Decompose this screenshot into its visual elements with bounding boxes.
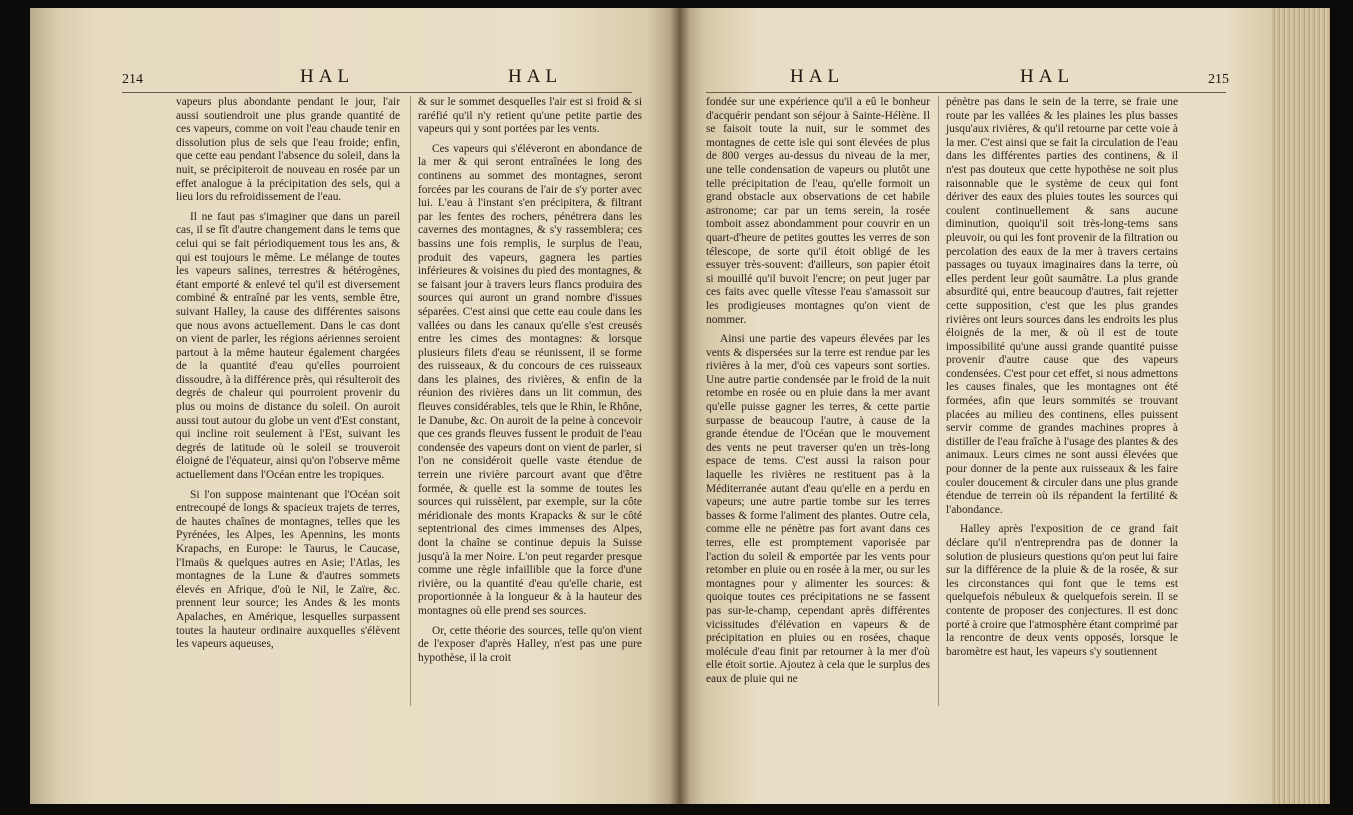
column-divider	[410, 96, 411, 706]
paragraph: Or, cette théorie des sources, telle qu'on vient de l'exposer d'après Halley, n'est pas une pure hypothèse, il la croit	[418, 624, 642, 664]
open-book	[30, 8, 1330, 804]
text-column-1	[176, 96, 400, 658]
book-gutter	[670, 8, 690, 804]
paragraph: Ces vapeurs qui s'éléveront en abondance de la mer & qui seront entraînées le long des continens au sommet des montagnes, seront forcées par les courans de l'air de s'y porter avec lui. L'eau à l'instant s'en précipitera, & filtrant par les fentes des rochers, pénétrera dans les cavernes des montagnes, & s'y rassemblera; ces bassins une fois remplis, le surplus de l'eau, produit des vapeurs, gagnera les parties inférieures & voisines du pied des montagnes, & se faisant jour à travers leurs flancs produira des sources qui auront un grand nombre d'issues séparées. C'est ainsi que cette eau coule dans les vallées ou dans les canaux qu'elle s'est creusés entre les cimes des montagnes: & lorsque plusieurs filets d'eau se réunissent, il se forme des ruisseaux, & du concours de ces ruisseaux dans les plaines, des rivières, & enfin de la réunion des rivières dans un lit commun, des fleuves considérables, tels que le Rhin, le Rhône, le Danube, &c. On auroit de la peine à concevoir que ces grands fleuves fussent le produit de l'eau condensée des vapeurs dont on vient de parler, si l'on ne considéroit quelle vaste étendue de terrein une rivière parcourt avant que d'être formée, & quelle est la somme de toutes les sources qui ruissèlent, par exemple, sur la côte méridionale des monts Krapacks & sur le côté septentrional des cimes immenses des Alpes, dont la chaîne se continue depuis la Suisse jusqu'à la mer Noire. L'on peut regarder presque comme une règle infaillible que la force d'une rivière, ou la quantité d'eau qu'elle charie, est proportionnée à la longueur & à la hauteur des montagnes où elle prend ses sources.	[418, 142, 642, 617]
running-header-left: HAL	[300, 66, 355, 87]
text-column-1	[706, 96, 930, 693]
paragraph: Il ne faut pas s'imaginer que dans un pareil cas, il se fît d'autre changement dans le tems que celui qui se fait périodiquement tous les ans, & qui est toujours le même. Le mélange de toutes les vapeurs salines, terrestres & hétérogènes, étant emporté & enlevé tel qu'il est diversement combiné & entraîné par les vents, semble être, suivant Halley, la cause des différentes saisons que nous avons actuellement. Dans le cas dont on vient de parler, les régions aériennes seroient partout à la même hauteur également chargées de la quantité d'eau qu'elles pourroient dissoudre, à la différence près, qui résulteroit des degrés de chaleur qui pourroient provenir du plus ou moins de distance du soleil. On auroit aussi tout autour du globe un vent d'Est constant, qui incline roit seulement à l'Est, suivant les degrés de latitude où le soleil se trouveroit éloigné de l'équateur, ainsi qu'on l'observe même actuellement dans l'Océan entre les tropiques.	[176, 210, 400, 482]
page-number: 214	[122, 72, 143, 87]
paragraph: pénètre pas dans le sein de la terre, se fraie une route par les vallées & les plaines les plus basses jusqu'aux rivières, & qu'il retourne par cette voie à la mer. C'est ainsi que se fait la circulation de l'eau dans les différentes parties des continens, & il n'est pas douteux que cette hypothèse ne soit plus raisonnable que le système de ceux qui font dériver des eaux des pluies toutes les sources qui coulent continuellement & sans aucune diminution, quoiqu'il soit très-long-tems sans pleuvoir, ou qui les font provenir de la filtration ou percolation des eaux de la mer à travers certains passages ou tuyaux imaginaires dans la terre, où elles perdent leur goût saumâtre. La plus grande absurdité qui, entre beaucoup d'autres, fait rejetter cette supposition, c'est que les plus grandes rivières ont leurs sources dans les endroits les plus éloignés de la mer, & où il est de toute impossibilité qu'une aussi grande quantité puisse provenir d'autre cause que des vapeurs condensées. C'est pour cet effet, si nous admettons les causes finales, que les montagnes ont été formées, afin que leurs sommités se trouvant placées au milieu des continens, elles puissent servir comme de grandes machines propres à distiller de l'eau fraîche à l'usage des plantes & des animaux. Leurs cimes ne sont aussi élevées que pour donner de la pente aux ruisseaux & les faire couler doucement & circuler dans une plus grande étendue de terrein où ils répandent la fertilité & l'abondance.	[946, 96, 1178, 516]
right-page	[680, 8, 1330, 804]
paragraph: vapeurs plus abondante pendant le jour, l'air aussi soutiendroit une plus grande quantité de ces vapeurs, comme on voit l'eau chaude tenir en dissolution plus de sels que l'eau froide; enfin, que cette eau pendant l'absence du soleil, dans la nuit, se précipiteroit de nouveau en rosée par un effet analogue à la précipitation des sels, qui a lieu lors du refroidissement de l'eau.	[176, 96, 400, 204]
left-page	[30, 8, 680, 804]
page-number: 215	[1208, 72, 1229, 87]
text-column-2	[418, 96, 642, 671]
running-header-left: HAL	[790, 66, 845, 87]
paragraph: fondée sur une expérience qu'il a eû le bonheur d'acquérir pendant son séjour à Sainte-Hélène. Il se faisoit toute la nuit, sur le sommet des montagnes de cette isle qui sont élevées de plus de 800 verges au-dessus du niveau de la mer, une telle condensation de vapeurs ou plutôt une telle précipitation de l'eau, qu'elle formoit un grand obstacle aux observations de cet habile astronome; car par un tems serein, la rosée tomboit assez abondamment pour couvrir en un quart-d'heure de petites gouttes les verres de son télescope, de sorte qu'il étoit obligé de les essuyer très-souvent: d'ailleurs, son papier étoit si mouillé qu'il buvoit l'encre; on peut juger par ces faits avec quelle vîtesse l'eau s'amassoit sur les prodigieuses montagnes qu'on vient de nommer.	[706, 96, 930, 326]
running-header-right: HAL	[508, 66, 563, 87]
paragraph: Ainsi une partie des vapeurs élevées par les vents & dispersées sur la terre est rendue par les rivières à la mer, d'où ces vapeurs sont sorties. Une autre partie condensée par le froid de la nuit retombe en rosée ou en pluie dans la mer avant qu'elle puisse gagner les terres, & cette partie surpasse de beaucoup l'autre, à cause de la grande étendue de l'Océan que le mouvement des vents ne peut traverser qu'en un très-long espace de tems. C'est aussi la raison pour laquelle les rivières ne restituent pas à la Méditerranée autant d'eau qu'elle en a perdu en vapeurs; une autre partie tombe sur les terres basses & forme l'aliment des plantes. Outre cela, comme elle ne pénètre pas fort avant dans ces terres, elle est promptement vaporisée par l'action du soleil & emportée par les vents pour retomber en pluie ou en rosée à la mer, ou sur les montagnes pour y alimenter les sources: & quoique toutes ces précipitations ne se fassent pas sur-le-champ, cependant après différentes vicissitudes d'élévation en vapeurs & de précipitation en pluies ou en rosées, chaque molécule d'eau finit par retourner à la mer d'où elle étoit sortie. Ajoutez à cela que le surplus des eaux de pluie qui ne	[706, 333, 930, 685]
header-rule	[122, 92, 632, 93]
text-column-2	[946, 96, 1178, 665]
header-rule	[706, 92, 1226, 93]
paragraph: & sur le sommet desquelles l'air est si froid & si raréfié qu'il n'y retient qu'une petite partie des vapeurs qui y sont portées par les vents.	[418, 96, 642, 136]
column-divider	[938, 96, 939, 706]
page-edges	[1272, 8, 1330, 804]
running-header-right: HAL	[1020, 66, 1075, 87]
paragraph: Si l'on suppose maintenant que l'Océan soit entrecoupé de longs & spacieux trajets de terres, de hautes chaînes de montagnes, telles que les Pyrénées, les Alpes, les Apennins, les monts Krapachs, en Europe: le Taurus, le Caucase, l'Imaüs & quelques autres en Asie; l'Atlas, les montagnes de la Lune & d'autres sommets élevés en Afrique, d'où le Nil, le Zaïre, &c. prennent leur source; les Andes & les monts Apalaches, en Amérique, lesquelles surpassent toutes la hauteur ordinaire auxquelles s'élèvent les vapeurs aqueuses,	[176, 488, 400, 651]
paragraph: Halley après l'exposition de ce grand fait déclare qu'il n'entreprendra pas de donner la solution de plusieurs questions qu'on peut lui faire sur la différence de la pluie & de la rosée, & sur les circonstances qui font que le tems est quelquefois nébuleux & quelquefois serein. Il se contente de proposer des conjectures. Il est donc porté à croire que l'atmosphère étant comprimé par la rencontre de deux vents opposés, lorsque le baromètre est haut, les vapeurs s'y soutiennent	[946, 523, 1178, 658]
